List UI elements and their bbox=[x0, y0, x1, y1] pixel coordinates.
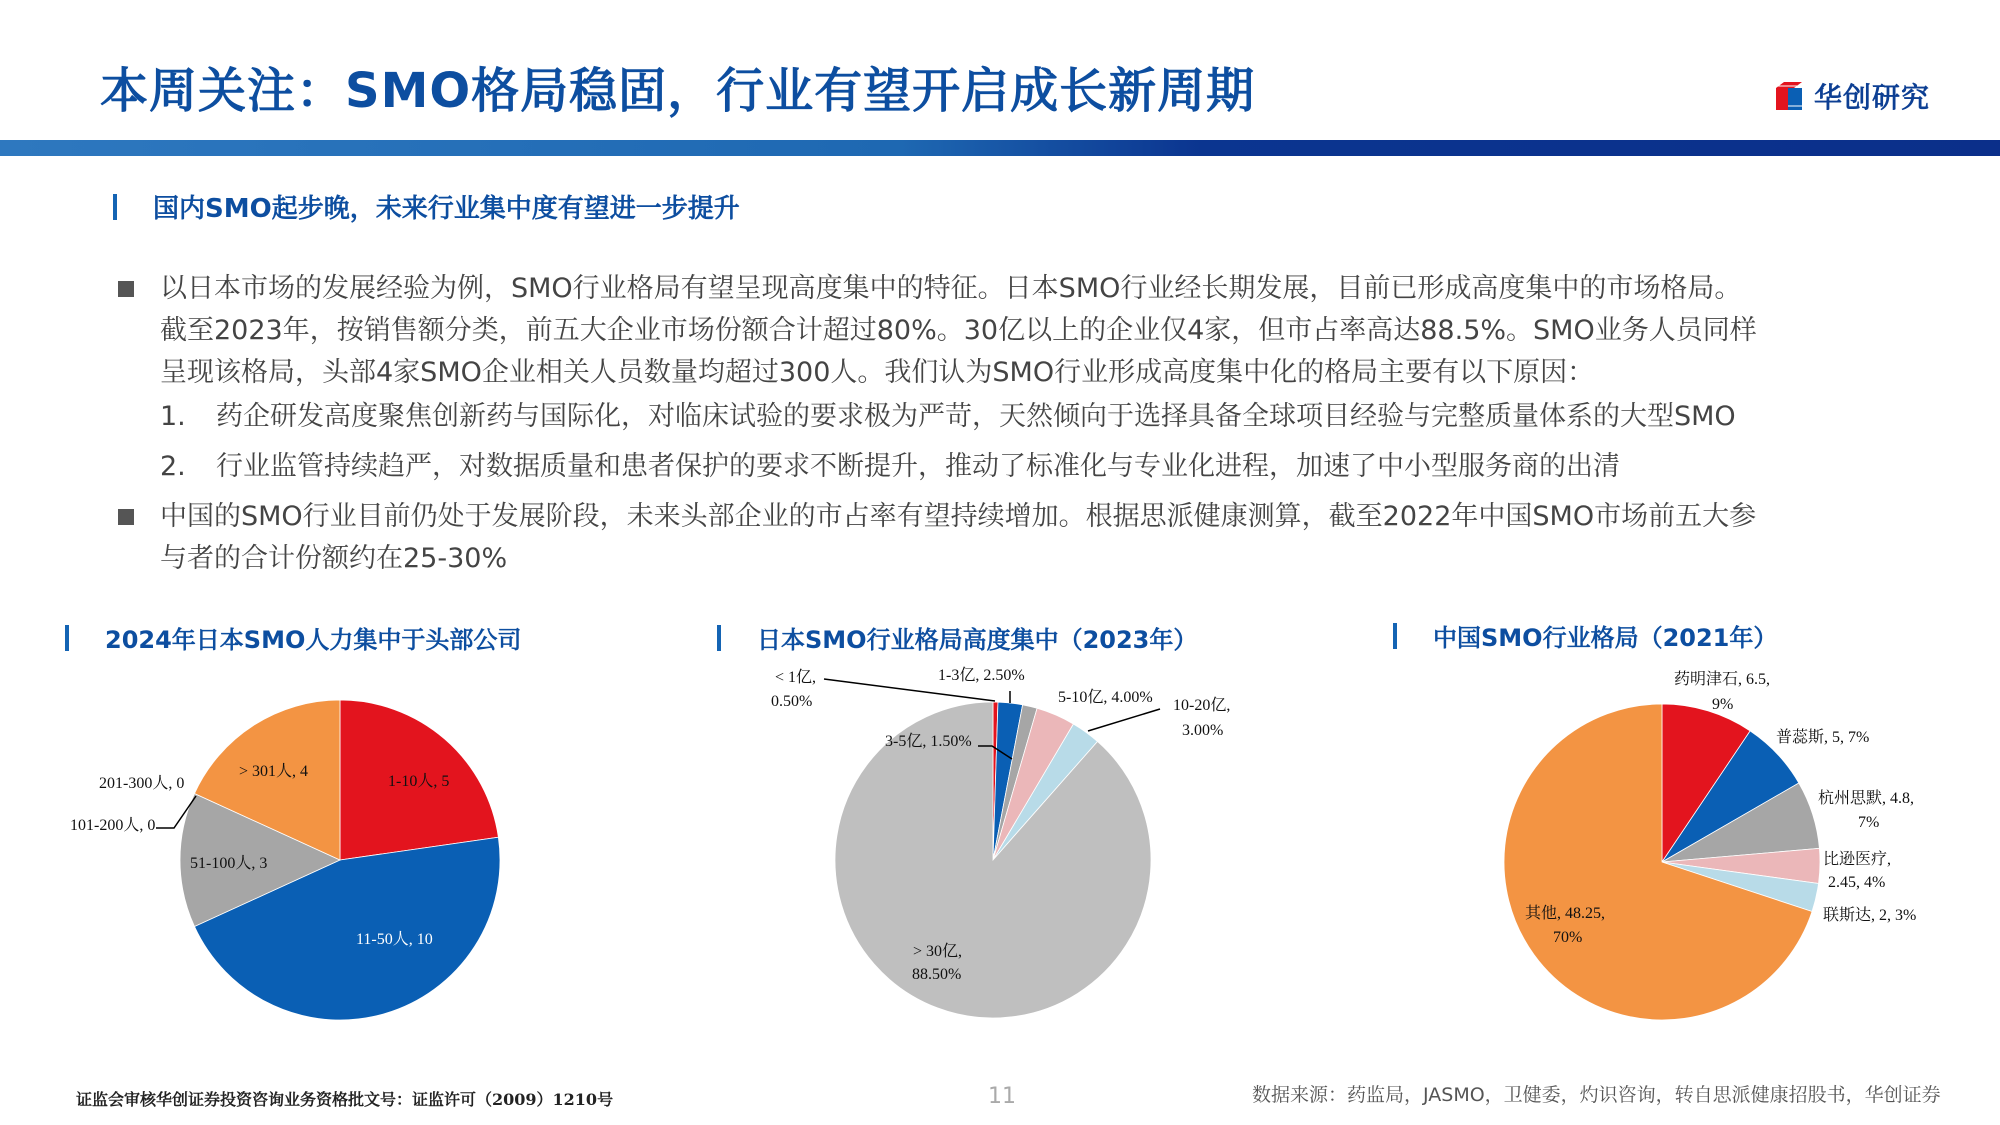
slice-label: 普蕊斯, 5, 7% bbox=[1776, 729, 1870, 746]
pie-slices bbox=[835, 702, 1151, 1018]
section-heading bbox=[113, 188, 740, 225]
slice-label: 7% bbox=[1858, 814, 1880, 831]
slice-label: 3.00% bbox=[1182, 722, 1224, 739]
pie-slices bbox=[1504, 704, 1820, 1020]
slice-label: 杭州思默, 4.8, bbox=[1818, 790, 1915, 807]
slice-label: 其他, 48.25, bbox=[1525, 905, 1606, 922]
bullet-line: 与者的合计份额约在25-30% bbox=[160, 543, 508, 574]
slice-label: 201-300人, 0 bbox=[99, 775, 185, 792]
item-number: 2. bbox=[160, 451, 186, 482]
brand-logo bbox=[1772, 76, 1930, 116]
pie-slice bbox=[835, 702, 1151, 1018]
section-heading-text: 国内SMO起步晚，未来行业集中度有望进一步提升 bbox=[153, 194, 740, 224]
slice-label: 1-3亿, 2.50% bbox=[938, 667, 1025, 684]
section-marker bbox=[717, 625, 721, 651]
chart3-heading bbox=[1393, 618, 1777, 653]
slice-label: 101-200人, 0 bbox=[70, 817, 156, 834]
bullet-china bbox=[110, 496, 1960, 580]
slice-label: 5-10亿, 4.00% bbox=[1058, 689, 1153, 706]
body-text bbox=[110, 268, 1960, 580]
slice-label: 联斯达, 2, 3% bbox=[1823, 907, 1917, 924]
numbered-item-1 bbox=[110, 396, 1960, 438]
license-note: 证监会审核华创证券投资咨询业务资格批文号：证监许可（2009）1210号 bbox=[76, 1090, 614, 1109]
page-number: 11 bbox=[988, 1084, 1016, 1109]
chart2-title: 日本SMO行业格局高度集中（2023年） bbox=[757, 626, 1198, 654]
slice-label: 11-50人, 10 bbox=[356, 931, 433, 948]
slice-label: 药明津石, 6.5, bbox=[1674, 671, 1771, 688]
slice-label: 9% bbox=[1712, 696, 1734, 713]
item-text: 药企研发高度聚焦创新药与国际化，对临床试验的要求极为严苛，天然倾向于选择具备全球项目经验与完整质量体系的大型SMO bbox=[216, 401, 1736, 432]
square-bullet-icon bbox=[118, 509, 134, 525]
slice-label: 2.45, 4% bbox=[1828, 874, 1886, 891]
slice-label: 88.50% bbox=[912, 966, 962, 983]
chart-japan-staff-pie bbox=[0, 650, 660, 1050]
slice-label: > 30亿, bbox=[913, 943, 963, 960]
bullet-line: 呈现该格局，头部4家SMO企业相关人员数量均超过300人。我们认为SMO行业形成高度集中化的格局主要有以下原因： bbox=[160, 357, 1595, 388]
logo-text: 华创研究 bbox=[1814, 81, 1931, 114]
slice-label: 比逊医疗, bbox=[1823, 851, 1892, 868]
chart-japan-market-pie bbox=[660, 650, 1340, 1050]
slice-label: 10-20亿, bbox=[1173, 697, 1231, 714]
item-text: 行业监管持续趋严，对数据质量和患者保护的要求不断提升，推动了标准化与专业化进程，加速了中小型服务商的出清 bbox=[216, 451, 1620, 482]
slice-label: > 301人, 4 bbox=[239, 763, 309, 780]
numbered-item-2 bbox=[110, 446, 1960, 488]
bullet-japan bbox=[110, 268, 1960, 394]
data-source: 数据来源：药监局，JASMO，卫健委，灼识咨询，转自思派健康招股书，华创证券 bbox=[1252, 1084, 1941, 1106]
section-marker bbox=[65, 625, 69, 651]
slice-label: 51-100人, 3 bbox=[190, 855, 268, 872]
chart3-title: 中国SMO行业格局（2021年） bbox=[1433, 624, 1778, 652]
chart1-title: 2024年日本SMO人力集中于头部公司 bbox=[105, 626, 522, 654]
huachuang-cube-logo-icon bbox=[1772, 80, 1806, 112]
slice-label: 70% bbox=[1553, 929, 1583, 946]
slice-label: 0.50% bbox=[771, 693, 813, 710]
slice-label: < 1亿, bbox=[775, 669, 817, 686]
section-marker bbox=[113, 194, 117, 220]
slice-label: 3-5亿, 1.50% bbox=[885, 733, 972, 750]
header-divider-band bbox=[0, 140, 2000, 156]
bullet-line: 截至2023年，按销售额分类，前五大企业市场份额合计超过80%。30亿以上的企业仅4家，但市占率高达88.5%。SMO业务人员同样 bbox=[160, 315, 1757, 346]
slice-label: 1-10人, 5 bbox=[388, 773, 450, 790]
item-number: 1. bbox=[160, 401, 186, 432]
square-bullet-icon bbox=[118, 281, 134, 297]
section-marker bbox=[1393, 623, 1397, 649]
bullet-line: 中国的SMO行业目前仍处于发展阶段，未来头部企业的市占率有望持续增加。根据思派健康测算，截至2022年中国SMO市场前五大参 bbox=[160, 501, 1757, 532]
chart-china-market-pie bbox=[1340, 650, 2000, 1050]
bullet-line: 以日本市场的发展经验为例，SMO行业格局有望呈现高度集中的特征。日本SMO行业经长期发展，目前已形成高度集中的市场格局。 bbox=[160, 273, 1742, 304]
page-title: 本周关注：SMO格局稳固，行业有望开启成长新周期 bbox=[100, 63, 1256, 119]
